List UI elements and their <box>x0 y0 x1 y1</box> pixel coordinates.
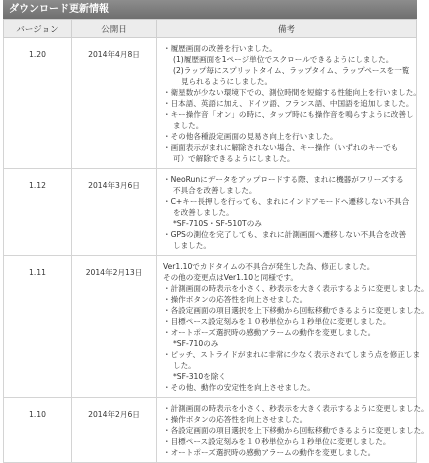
note-bullet-item: ・ 日本語、英語に加え、ドイツ語、フランス語、中国語を追加しました。 <box>163 98 412 109</box>
note-line: (2)ラップ毎にスプリットタイム、ラップタイム、ラップペースを一覧 <box>173 66 410 75</box>
note-bullet-item: ・ C+キー長押しを行っても、まれにインドアモードへ遷移しない不具合 <box>163 196 412 207</box>
note-bullet-item: ・ 各設定画面の項目選択を上下移動から回転移動できるように変更しました。 <box>163 305 412 316</box>
note-line: その他の変更点はVer1.10と同様です。 <box>163 273 299 282</box>
notes-cell <box>157 169 417 256</box>
table-row <box>4 38 417 169</box>
table-body <box>4 38 429 463</box>
note-bullet-item: ・ その他各種設定画面の見易さ向上を行いました。 <box>163 131 412 142</box>
note-bullet-item: ・ 各設定画面の項目選択を上下移動から回転移動できるように変更しました。 <box>163 425 412 436</box>
notes-cell <box>157 38 421 169</box>
note-line: 可）で解除できるようにしました。 <box>173 154 295 163</box>
date-cell: 2014年3月6日 <box>72 169 157 256</box>
table-row <box>4 256 417 398</box>
note-bullet-item: ・ ピッチ、ストライドがまれに非常に少なく表示されてしまう点を修正しま <box>163 349 412 360</box>
note-bullet-item: ・ 目標ペース設定刻みを１０秒単位から１秒単位に変更しました。 <box>163 436 412 447</box>
update-table <box>3 19 429 463</box>
note-line: *SF-710のみ <box>173 339 219 348</box>
notes-cell <box>157 398 429 463</box>
note-bullet-item: ・ 計測画面の時表示を小さく、秒表示を大きく表示するように変更しました。 <box>163 403 412 414</box>
note-line: を改善しました。 <box>173 208 234 217</box>
note-bullet-item: ・ NeoRunにデータをアップロードする際、まれに機器がフリーズする <box>163 174 412 185</box>
note-bullet-item: ・ 衛星数が少ない環境下での、測位時間を短縮する性能向上を行いました。 <box>163 87 412 98</box>
note-line: しました。 <box>173 241 211 250</box>
note-bullet-item: ・ 計測画面の時表示を小さく、秒表示を大きく表示するように変更しました。 <box>163 283 412 294</box>
note-bullet-item: ・ オートポーズ選択時の感動アラームの動作を変更しました。 <box>163 447 412 458</box>
note-bullet-item: ・ 履歴画面の改善を行いました。 <box>163 43 412 54</box>
download-update-panel <box>3 0 429 457</box>
note-line: *SF-310を除く <box>173 372 227 381</box>
note-bullet-item: ・ 画面表示がまれに解除されない場合、キー操作（いずれのキーでも <box>163 142 412 153</box>
note-bullet-item: ・ 操作ボタンの応答性を向上させました。 <box>163 294 412 305</box>
note-bullet-item: ・ キー操作音「オン」の時に、タップ時にも操作音を鳴らすように改善し <box>163 109 412 120</box>
version-cell: 1.20 <box>4 38 72 169</box>
note-bullet-item: ・ その他、動作の安定性を向上させました。 <box>163 382 412 393</box>
table-row <box>4 169 417 256</box>
note-bullet-item: ・ オートポーズ選択時の感動アラームの動作を変更しました。 <box>163 327 412 338</box>
note-line: *SF-710S・SF-510Tのみ <box>173 219 262 228</box>
table-header-row <box>4 20 417 38</box>
table-row <box>4 398 417 463</box>
version-cell: 1.10 <box>4 398 72 463</box>
date-cell: 2014年2月6日 <box>72 398 157 463</box>
column-header-notes: 備考 <box>157 20 417 38</box>
version-cell: 1.12 <box>4 169 72 256</box>
note-line: ました。 <box>173 121 204 130</box>
date-cell: 2014年4月8日 <box>72 38 157 169</box>
note-line: した。 <box>173 361 196 370</box>
date-cell: 2014年2月13日 <box>72 256 157 398</box>
note-bullet-item: ・ 操作ボタンの応答性を向上させました。 <box>163 414 412 425</box>
note-bullet-item: ・ 目標ペース設定刻みを１０秒単位から１秒単位に変更しました。 <box>163 316 412 327</box>
column-header-date: 公開日 <box>72 20 157 38</box>
panel-title: ダウンロード更新情報 <box>3 0 417 19</box>
note-bullet-item: ・ GPSの測位を完了しても、まれに計測画面へ遷移しない不具合を改善 <box>163 229 412 240</box>
note-line: Ver1.10でカドタイムの不具合が発生した為、修正しました。 <box>163 262 375 271</box>
column-header-version: バージョン <box>4 20 72 38</box>
version-cell: 1.11 <box>4 256 72 398</box>
notes-cell <box>157 256 429 398</box>
note-line: 見られるようにしました。 <box>181 77 273 86</box>
note-line: 不具合を改善しました。 <box>173 186 257 195</box>
note-line: (1)履歴画面を1ページ単位でスクロールできるようにしました。 <box>173 55 394 64</box>
